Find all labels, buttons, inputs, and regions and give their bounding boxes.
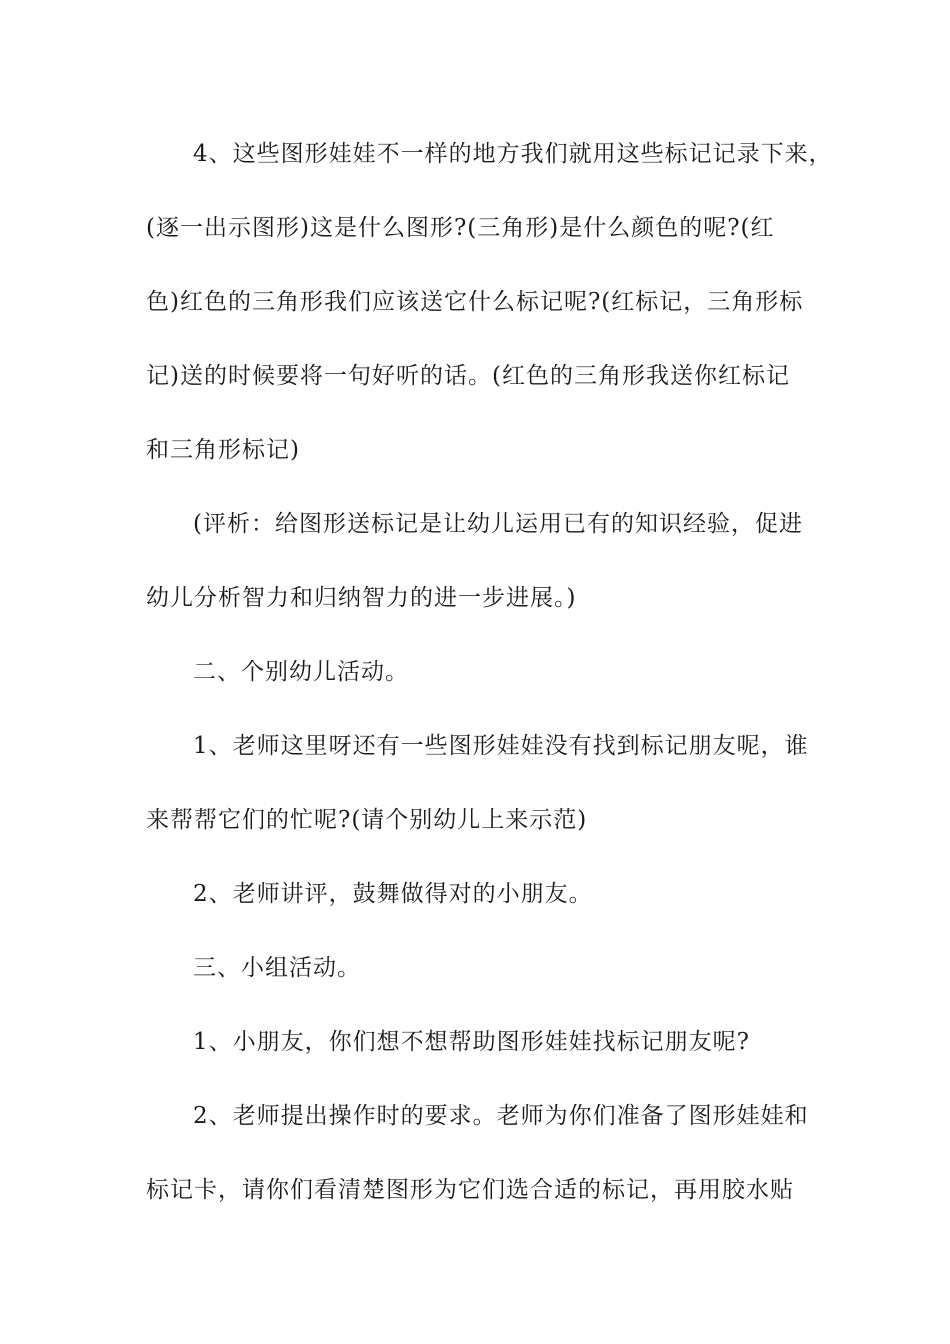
section-heading-3: 三、小组活动。	[193, 955, 361, 981]
paragraph-line-3: 色)红色的三角形我们应该送它什么标记呢?(红标记，三角形标	[146, 289, 804, 315]
paragraph-line-4: 记)送的时候要将一句好听的话。(红色的三角形我送你红标记	[146, 363, 790, 389]
section-heading-2: 二、个别幼儿活动。	[193, 659, 409, 685]
paragraph-line-14: 2、老师提出操作时的要求。老师为你们准备了图形娃娃和	[193, 1103, 809, 1129]
paragraph-line-15: 标记卡，请你们看清楚图形为它们选合适的标记，再用胶水贴	[146, 1177, 794, 1203]
paragraph-line-2: (逐一出示图形)这是什么图形?(三角形)是什么颜色的呢?(红	[146, 215, 775, 241]
paragraph-line-9: 1、老师这里呀还有一些图形娃娃没有找到标记朋友呢，谁	[193, 733, 809, 759]
paragraph-line-11: 2、老师讲评，鼓舞做得对的小朋友。	[193, 881, 593, 907]
paragraph-line-6: (评析：给图形送标记是让幼儿运用已有的知识经验，促进	[193, 511, 803, 537]
paragraph-line-7: 幼儿分析智力和归纳智力的进一步进展。)	[146, 585, 577, 611]
paragraph-line-13: 1、小朋友，你们想不想帮助图形娃娃找标记朋友呢?	[193, 1029, 750, 1055]
paragraph-line-1: 4、这些图形娃娃不一样的地方我们就用这些标记记录下来，	[193, 141, 833, 167]
paragraph-line-5: 和三角形标记)	[146, 437, 300, 463]
paragraph-line-10: 来帮帮它们的忙呢?(请个别幼儿上来示范)	[146, 807, 588, 833]
